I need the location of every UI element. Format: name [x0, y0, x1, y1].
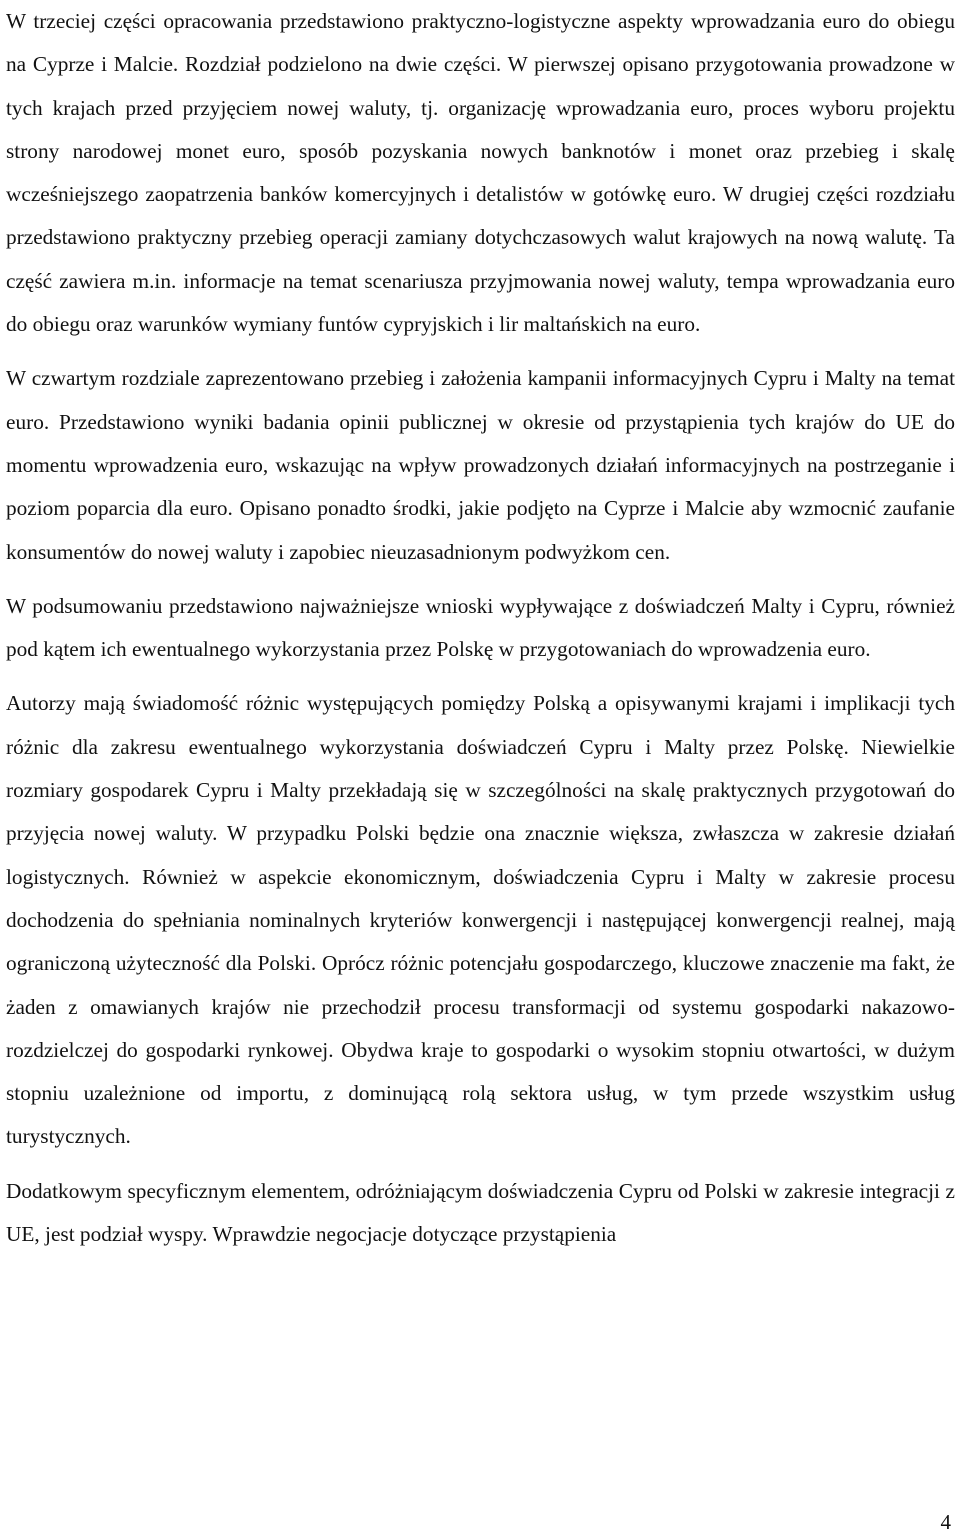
paragraph-island-division: Dodatkowym specyficznym elementem, odróżniającym doświadczenia Cypru od Polski w zakresie integracji z UE, jest podział wyspy. Wprawdzie negocjacje dotyczące przystąpienia	[6, 1178, 955, 1247]
paragraph-authors-awareness: Autorzy mają świadomość różnic występujących pomiędzy Polską a opisywanymi krajami i implikacji tych różnic dla zakresu ewentualnego wykorzystania doświadczeń Cypru i Malty przez Polskę. Niewielkie rozmiary gospodarek Cypru i Malty przekładają się w szczególności na skalę praktycznych przygotowań do przyjęcia nowej waluty. W przypadku Polski będzie ona znacznie większa, zwłaszcza w zakresie działań logistycznych. Również w aspekcie ekonomicznym, doświadczenia Cypru i Malty w zakresie procesu dochodzenia do spełniania nominalnych kryteriów konwergencji i następującej konwergencji realnej, mają ograniczoną użyteczność dla Polski. Oprócz różnic potencjału gospodarczego, kluczowe znaczenie ma fakt, że żaden z omawianych krajów nie przechodził procesu transformacji od systemu gospodarki nakazowo-rozdzielczej do gospodarki rynkowej. Obydwa kraje to gospodarki o wysokim stopniu otwartości, w dużym stopniu uzależnione od importu, z dominującą rolą sektora usług, w tym przede wszystkim usług turystycznych.	[6, 691, 955, 1149]
paragraph-part-three-summary: W trzeciej części opracowania przedstawiono praktyczno-logistyczne aspekty wprowadzania euro do obiegu na Cyprze i Malcie. Rozdział podzielono na dwie części. W pierwszej opisano przygotowania prowadzone w tych krajach przed przyjęciem nowej waluty, tj. organizację wprowadzania euro, proces wyboru projektu strony narodowej monet euro, sposób pozyskania nowych banknotów i monet oraz przebieg i skalę wcześniejszego zaopatrzenia banków komercyjnych i detalistów w gotówkę euro. W drugiej części rozdziału przedstawiono praktyczny przebieg operacji zamiany dotychczasowych walut krajowych na nową walutę. Ta część zawiera m.in. informacje na temat scenariusza przyjmowania nowej waluty, tempa wprowadzania euro do obiegu oraz warunków wymiany funtów cypryjskich i lir maltańskich na euro.	[6, 9, 955, 337]
document-body	[6, 0, 955, 1267]
paragraph-chapter-four: W czwartym rozdziale zaprezentowano przebieg i założenia kampanii informacyjnych Cypru i Malty na temat euro. Przedstawiono wyniki badania opinii publicznej w okresie od przystąpienia tych krajów do UE do momentu wprowadzenia euro, wskazując na wpływ prowadzonych działań informacyjnych na postrzeganie i poziom poparcia dla euro. Opisano ponadto środki, jakie podjęto na Cyprze i Malcie aby wzmocnić zaufanie konsumentów do nowej waluty i zapobiec nieuzasadnionym podwyżkom cen.	[6, 366, 955, 564]
page-number: 4	[940, 1510, 951, 1534]
paragraph-conclusion: W podsumowaniu przedstawiono najważniejsze wnioski wypływające z doświadczeń Malty i Cypru, również pod kątem ich ewentualnego wykorzystania przez Polskę w przygotowaniach do wprowadzenia euro.	[6, 593, 955, 662]
